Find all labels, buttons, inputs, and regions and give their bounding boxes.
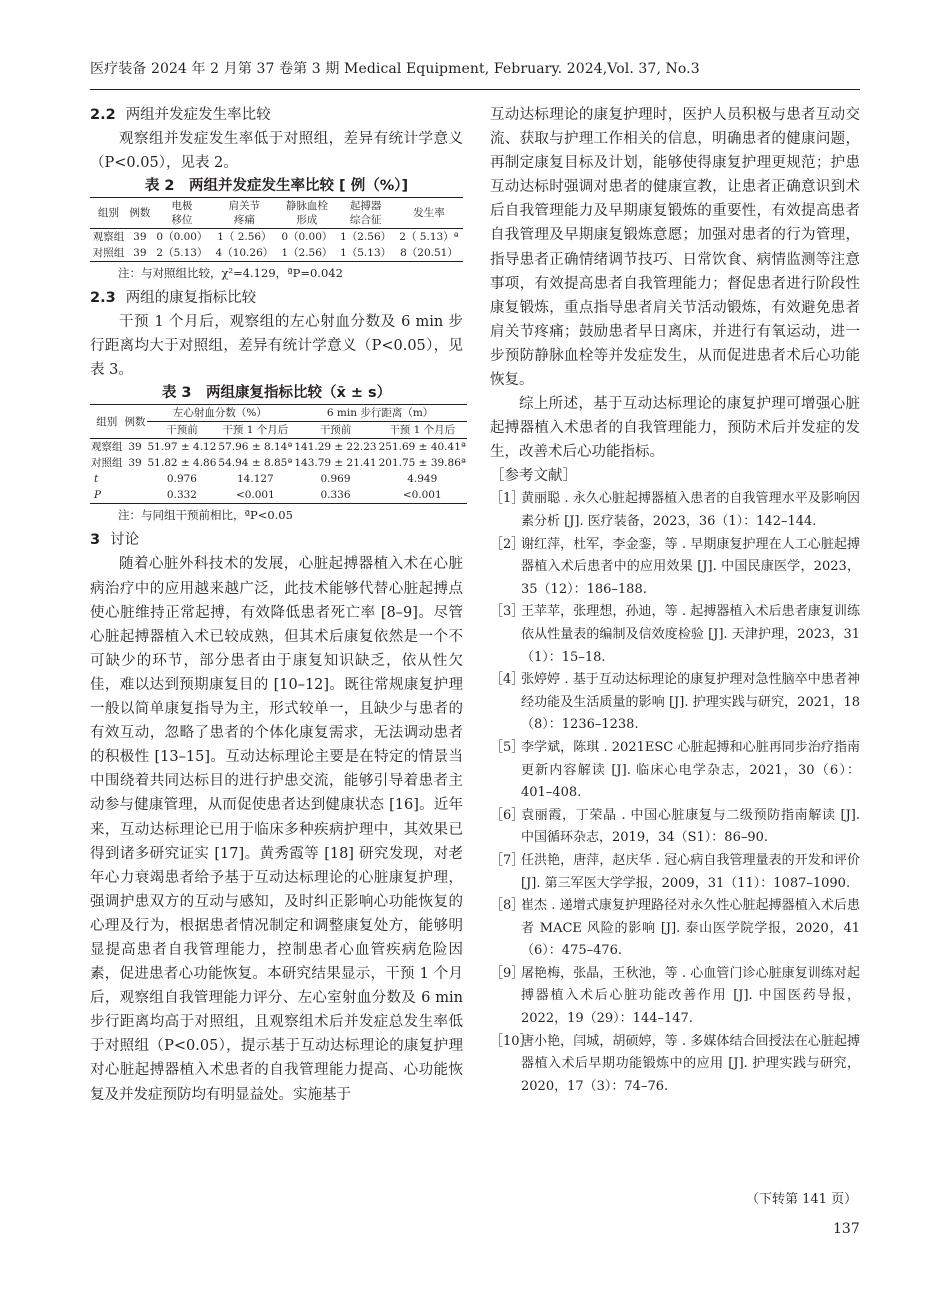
table-cell: 2（5.13） [156,247,208,260]
table-cell: 0（0.00） [281,231,333,244]
table-cell: 51.97 ± 4.12 [147,441,217,454]
right-column [490,103,860,1098]
table-cell: 2（ 5.13）ª [399,231,459,244]
reference-item [490,805,860,850]
section-number: 3 [90,532,101,549]
table-cell: 14.127 [237,473,274,486]
table-cell: 141.29 ± 22.23 [294,441,377,454]
table-cell: 1（2.56） [281,247,333,260]
section-number: 2.2 [90,107,116,123]
reference-item [490,669,860,737]
table-2-caption: 表 2 两组并发症发生率比较 [ 例（%）] [144,178,409,195]
section-title: 两组的康复指标比较 [125,290,257,307]
reference-text: 崔杰 . 递增式康复护理路径对永久性心脏起搏器植入术后患者 MACE 风险的影响 [J]. 泰山医学院学报，2020，41（6）：475–476. [521,898,860,959]
reference-text: 王苹苹，张理想，孙迪，等 . 起搏器植入术后患者康复训练依从性量表的编制及信效度检验 [J]. 天津护理，2023，31（1）：15–18. [521,604,860,665]
table-2-header-cell: 电极 移位 [153,198,212,229]
table-3-caption: 表 3 两组康复指标比较（x̄ ± s） [161,385,392,402]
section-2-3-heading [90,286,463,310]
reference-text: 袁丽霞，丁荣晶 . 中国心脏康复与二级预防指南解读 [J]. 中国循环杂志，2019，34（S1）：86–90. [521,807,860,846]
reference-item [490,488,860,533]
reference-item [490,963,860,1031]
table-cell: 1（5.13） [340,247,392,260]
reference-number: ［2］ [490,536,525,552]
reference-number: ［7］ [490,852,525,868]
discussion-paragraph-2: 互动达标理论的康复护理时，医护人员积极与患者互动交流、获取与护理工作相关的信息，明确患者的健康问题，再制定康复目标及计划，能够使得康复护理更规范；护患互动达标时强调对患者的健康宣教，让患者正确意识到术后自我管理能力及早期康复锻炼的重要性，有效提高患者自我管理及早期康复锻炼意愿；加强对患者的行为管理，指导患者正确情绪调节技巧、日常饮食、病情监测等注意事项，有效提高患者自我管理能力；督促患者进行阶段性康复锻炼，重点指导患者肩关节活动锻炼，有效避免患者肩关节疼痛；鼓励患者早日离床，并进行有氧运动，进一步预防静脉血栓等并发症发生，从而促进患者术后心功能恢复。 [490,107,860,389]
table-cell: 201.75 ± 39.86ª [378,457,466,470]
section-2-3-text: 干预 1 个月后，观察组的左心射血分数及 6 min 步行距离均大于对照组，差异有统计学意义（P<0.05），见表 3。 [90,314,463,379]
reference-number: ［3］ [490,604,525,620]
conclusion-paragraph: 综上所述，基于互动达标理论的康复护理可增强心脏起搏器植入术患者的自我管理能力，预防术后并发症的发生，改善术后心功能指标。 [490,396,860,461]
section-2-2-text: 观察组并发症发生率低于对照组，差异有统计学意义（P<0.05），见表 2。 [90,131,463,172]
table-cell: 对照组 [91,457,123,470]
reference-number: ［6］ [490,807,525,823]
table-2-header-cell: 肩关节 疼痛 [211,198,277,229]
reference-number: ［4］ [490,672,525,688]
reference-list [490,488,860,1098]
table-cell: 51.82 ± 4.86 [147,457,217,470]
table-cell [124,471,147,487]
section-title: 两组并发症发生率比较 [125,107,271,123]
running-header: 医疗装备 2024 年 2 月第 37 卷第 3 期 Medical Equipment, February. 2024,Vol. 37, No.3 [90,61,700,77]
reference-text: 唐小艳，闫城，胡硕婷，等 . 多媒体结合回授法在心脏起搏器植入术后早期功能锻炼中的应用 [J]. 护理实践与研究，2020，17（3）：74–76. [521,1033,860,1094]
reference-text: 黄丽聪 . 永久心脏起搏器植入患者的自我管理水平及影响因素分析 [J]. 医疗装备，2023，36（1）：142–144. [521,491,860,529]
table-cell: 251.69 ± 40.41ª [378,441,466,454]
reference-text: 李学斌，陈琪 . 2021ESC 心脏起搏和心脏再同步治疗指南更新内容解读 [J]. 临床心电学杂志，2021，30（6）：401–408. [521,739,860,801]
table-2-header-cell: 例数 [127,198,152,229]
table-cell: 39 [133,231,147,244]
table-3 [90,404,467,504]
section-2-2-heading [90,103,463,127]
table-cell: 8（20.51） [400,247,458,260]
table-cell: 0.976 [166,473,197,486]
reference-item [490,895,860,963]
table-cell: 54.94 ± 8.85ª [218,457,293,470]
table-cell: 0（0.00） [156,231,208,244]
table-cell: 观察组 [92,231,125,244]
table-3-header-row-1 [90,405,467,422]
reference-text: 任洪艳，唐萍，赵庆华 . 冠心病自我管理量表的开发和评价 [J]. 第三军医大学学报，2009，31（11）：1087–1090. [521,852,860,891]
th-after: 干预 1 个月后 [378,422,467,439]
table-cell: 1（2.56） [340,231,392,244]
table-cell: 57.96 ± 8.14ª [218,441,293,454]
table-cell: 39 [128,441,142,454]
reference-item [490,737,860,805]
table-2-body [90,229,463,262]
th-after: 干预 1 个月后 [217,422,293,439]
reference-item [490,850,860,895]
th-lvef: 左心射血分数（%） [147,405,294,422]
table-3-note: 注：与同组干预前相比，ªP<0.05 [118,508,293,523]
table-3-body [90,439,467,504]
table-cell: 4.949 [407,473,438,486]
table-cell: 对照组 [92,247,125,260]
references-title: ［参考文献］ [490,468,577,485]
section-title: 讨论 [110,532,140,549]
reference-number: ［5］ [490,739,525,755]
reference-text: 张婷婷 . 基于互动达标理论的康复护理对急性脑卒中患者神经功能及生活质量的影响 [J]. 护理实践与研究，2021，18（8）：1236–1238. [521,672,860,733]
table-row [90,471,467,487]
table-2-header-cell: 组别 [90,198,127,229]
reference-number: ［1］ [490,491,525,507]
header-divider [90,89,860,90]
reference-number: ［8］ [490,898,525,914]
table-2-header-row [90,198,463,229]
table-cell: 观察组 [91,441,123,454]
section-number: 2.3 [90,290,116,307]
table-2-header-cell: 起搏器 综合征 [336,198,395,229]
table-cell: <0.001 [402,489,442,502]
th-n: 例数 [124,405,147,439]
reference-item [490,601,860,669]
table-2-header-cell: 发生率 [395,198,463,229]
table-cell: 143.79 ± 21.41 [294,457,377,470]
continued-note: （下转第 141 页） [746,1192,858,1207]
table-cell: P [94,489,102,502]
table-row [90,455,467,471]
table-2-note: 注：与对照组比较，χ²=4.129，ªP=0.042 [118,266,343,281]
table-cell: 39 [133,247,147,260]
table-cell: 4（10.26） [215,247,274,260]
table-cell: <0.001 [235,489,275,502]
table-cell: 1（ 2.56） [217,231,272,244]
th-before: 干预前 [293,422,377,439]
table-row [90,439,467,456]
table-cell: 39 [128,457,142,470]
reference-number: ［10］ [490,1033,533,1049]
left-column [90,103,466,1107]
reference-number: ［9］ [490,965,525,981]
table-3-header-row-2 [90,422,467,439]
table-row [90,229,463,246]
table-cell: 0.332 [166,489,197,502]
reference-item [490,534,860,602]
table-cell [124,487,147,504]
table-cell: 0.336 [320,489,351,502]
discussion-paragraph-1: 随着心脏外科技术的发展，心脏起搏器植入术在心脏病治疗中的应用越来越广泛，此技术能够代替心脏起搏点使心脏维持正常起搏，有效降低患者死亡率 [8–9]。尽管心脏起搏器植入术已较成熟，但其术后康复依然是一个不可缺少的环节，部分患者由于康复知识缺乏，依从性欠佳，难以达到预期康复目的 [10–12]。既往常规康复护理一般以简单康复指导为主，形式较单一，且缺少与患者的有效互动，忽略了患者的个体化康复需求，无法调动患者的积极性 [13–15]。互动达标理论主要是在特定的情景当中围绕着共同达标目的进行护患交流，能够引导着患者主动参与健康管理，从而促使患者达到健康状态 [16]。近年来，互动达标理论已用于临床多种疾病护理中，其效果已得到诸多研究证实 [17]。黄秀霞等 [18] 研究发现，对老年心力衰竭患者给予基于互动达标理论的心脏康复护理，强调护患双方的互动与感知，及时纠正影响心功能恢复的心理及行为，根据患者情况制定和调整康复处方，能够明显提高患者自我管理能力，控制患者心血管疾病危险因素，促进患者心功能恢复。本研究结果显示，干预 1 个月后，观察组自我管理能力评分、左心室射血分数及 6 min 步行距离均高于对照组，且观察组术后并发症总发生率低于对照组（P<0.05），提示基于互动达标理论的康复护理对心脏起搏器植入术患者的自我管理能力提高、心功能恢复及并发症预防均有明显益处。实施基于 [90,556,463,1103]
page-number: 137 [833,1221,860,1237]
section-3-heading [90,528,463,552]
th-group: 组别 [90,405,124,439]
th-6mwd: 6 min 步行距离（m） [293,405,467,422]
table-cell: 0.969 [320,473,351,486]
table-cell: t [94,473,99,486]
reference-text: 屠艳梅，张晶，王秋池，等 . 心血管门诊心脏康复训练对起搏器植入术后心脏功能改善作用 [J]. 中国医药导报，2022，19（29）：144–147. [521,965,860,1027]
table-row [90,245,463,262]
th-before: 干预前 [147,422,218,439]
table-2-header-cell: 静脉血栓 形成 [277,198,336,229]
reference-item [490,1031,860,1099]
reference-text: 谢红萍，杜军，李金銮，等 . 早期康复护理在人工心脏起搏器植入术后患者中的应用效果 [J]. 中国民康医学，2023，35（12）：186–188. [521,536,860,597]
table-row [90,487,467,504]
table-2 [90,197,463,262]
